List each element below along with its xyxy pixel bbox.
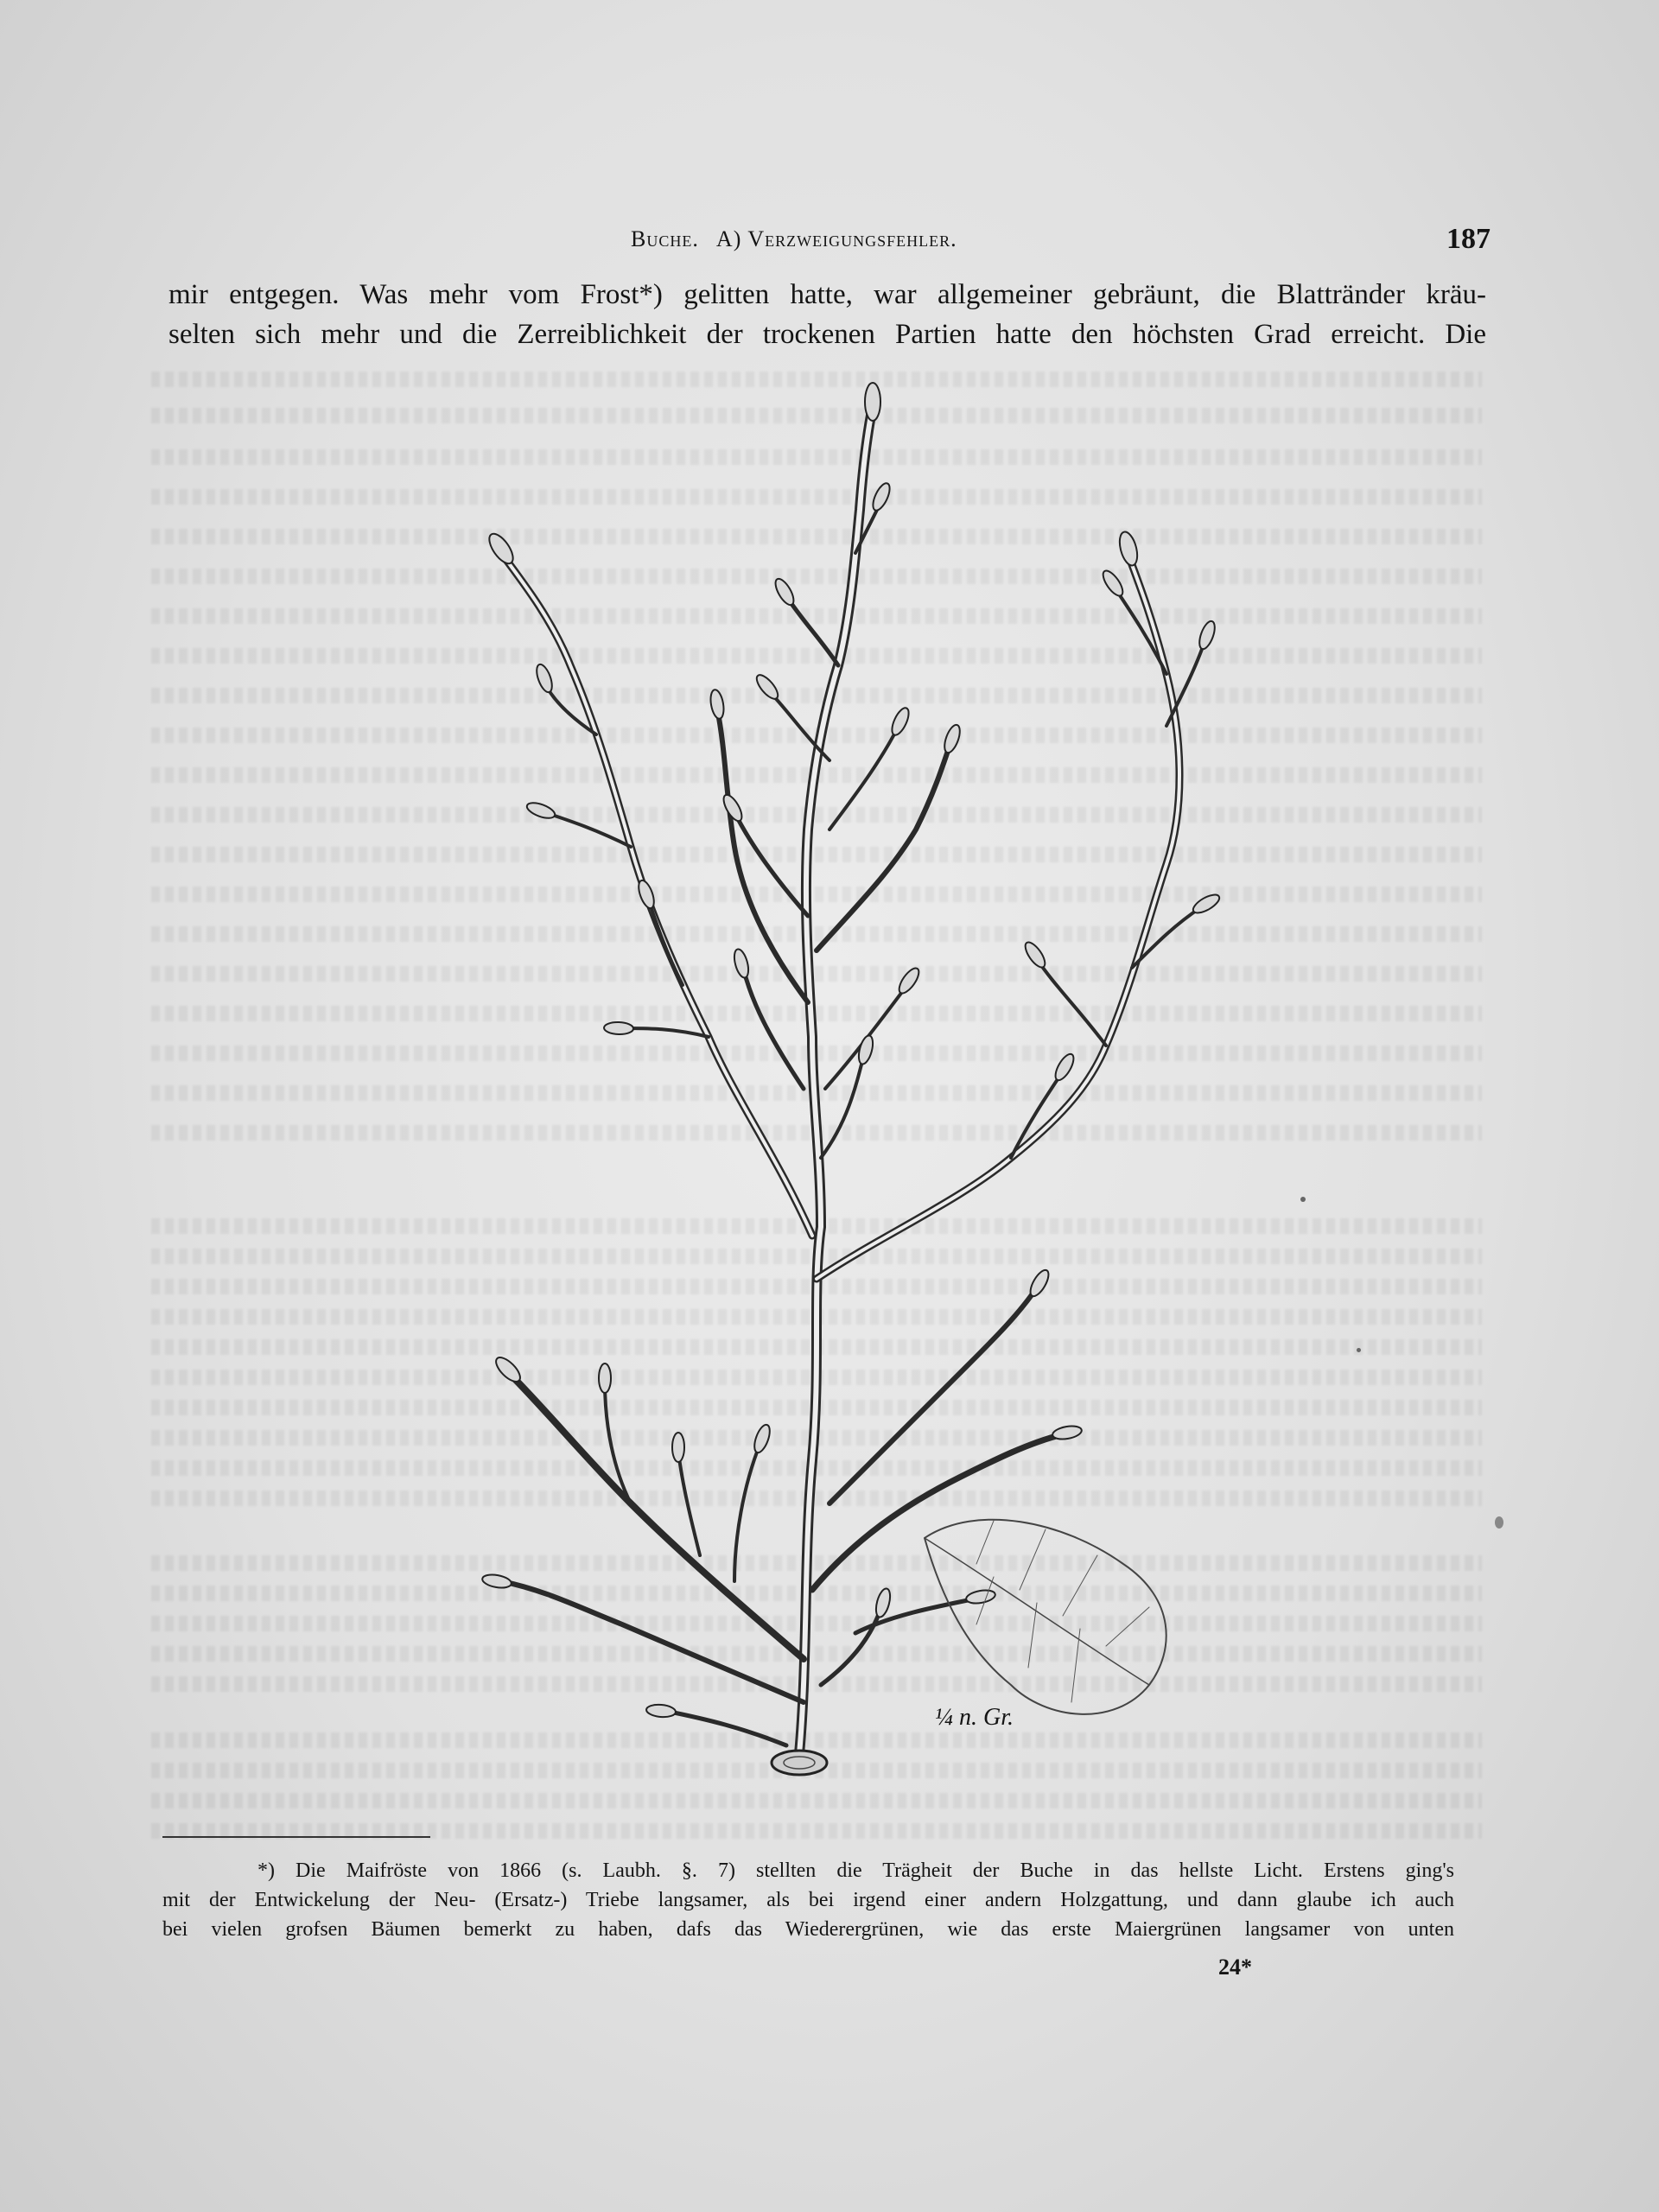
paper-speck [1300,1197,1306,1202]
footnote [162,1856,1454,1944]
beech-branch-illustration [372,380,1287,1815]
running-title [631,226,969,252]
footnote-line: mit der Entwickelung der Neu- (Ersatz-) Triebe langsamer, als bei irgend einer andern Holzgattung, und dann glaube ich auch [162,1889,1454,1911]
running-title-right: A) Verzweigungsfehler. [715,226,957,251]
footnote-line: bei vielen grofsen Bäumen bemerkt zu haben, dafs das Wiederergrünen, wie das erste Maiergrünen langsamer von unten [162,1918,1454,1941]
body-paragraph [168,275,1486,354]
figure-scale-label: ¼ n. Gr. [935,1704,1014,1731]
signature-mark: 24* [1218,1955,1252,1980]
page-number: 187 [1446,223,1491,255]
footnote-line: *) Die Maifröste von 1866 (s. Laubh. §. 7) stellten die Trägheit der Buche in das hellste Licht. Erstens ging's [257,1859,1454,1882]
body-line: selten sich mehr und die Zerreiblichkeit der trockenen Partien hatte den höchsten Grad erreicht. Die [168,319,1486,350]
running-title-left: Buche. [631,226,699,251]
footnote-divider [162,1836,430,1838]
paper-speck [1357,1348,1361,1352]
body-line: mir entgegen. Was mehr vom Frost*) gelitten hatte, war allgemeiner gebräunt, die Blattränder kräu- [168,279,1486,310]
paper-speck [1495,1516,1503,1529]
running-header [160,223,1491,270]
